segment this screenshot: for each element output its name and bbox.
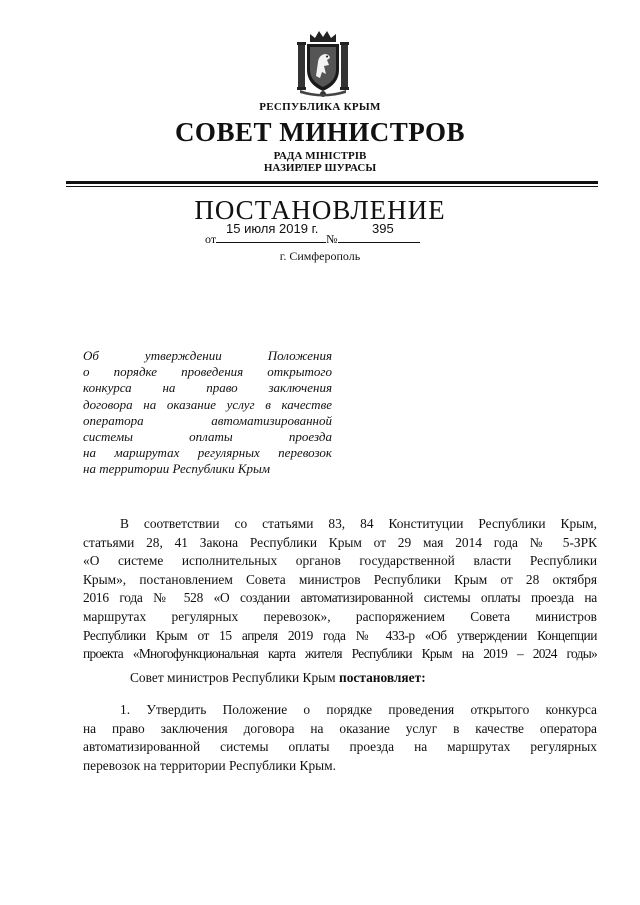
subject-line: оператора автоматизированной (83, 412, 332, 428)
council-title: СОВЕТ МИНИСТРОВ (174, 117, 466, 147)
paragraph-line: автоматизированной системы оплаты проезда на маршрутах регулярных (83, 739, 597, 755)
city-name: г. Симферополь (279, 249, 361, 263)
subject-line: на территории Республики Крым (83, 461, 271, 477)
decree-number: 395 (372, 221, 394, 236)
resolves-line (130, 670, 426, 686)
paragraph-line: Республики Крым от 15 апреля 2019 года № 433-р «Об утверждении Концепции (83, 627, 597, 643)
subject-line: Об утверждении Положения (83, 348, 332, 363)
council-title-ukrainian: РАДА МІНІСТРІВ (273, 150, 367, 162)
decree-date: 15 июля 2019 г. (226, 221, 319, 236)
paragraph-line: статьями 28, 41 Закона Республики Крым от 29 мая 2014 года № 5-ЗРК (83, 534, 597, 550)
header-rule-thin (66, 186, 598, 187)
resolves-prefix: Совет министров Республики Крым (130, 670, 336, 685)
crimea-coat-of-arms-icon (296, 28, 350, 98)
document-type-title: ПОСТАНОВЛЕНИЕ (194, 195, 446, 225)
date-number-line (205, 232, 420, 247)
header-rule-thick (66, 181, 598, 184)
paragraph-line: на право заключения договора на оказание услуг в качестве оператора (83, 720, 597, 736)
paragraph-line: В соответствии со статьями 83, 84 Конституции Республики Крым, (120, 516, 597, 531)
paragraph-line: перевозок на территории Республики Крым. (83, 757, 336, 773)
paragraph-line: 2016 года № 528 «О создании автоматизированной системы оплаты проезда на (83, 590, 597, 606)
subject-line: на маршрутах регулярных перевозок (83, 445, 332, 461)
resolves-keyword: постановляет: (339, 670, 426, 685)
paragraph-line: проекта «Многофункциональная карта жителя Республики Крым на 2019 – 2024 годы» (83, 646, 597, 662)
paragraph-line: «О системе исполнительных органов государственной власти Республики (83, 553, 597, 569)
paragraph-line: маршрутах регулярных перевозок», распоряжением Совета министров (83, 608, 597, 624)
preamble-paragraph (83, 515, 597, 664)
number-label: № (326, 232, 338, 246)
subject-line: системы оплаты проезда (83, 429, 332, 445)
council-title-crimean-tatar: НАЗИРЛЕР ШУРАСЫ (263, 162, 377, 174)
from-label: от (205, 232, 217, 246)
date-blank (216, 232, 326, 243)
republic-name: РЕСПУБЛИКА КРЫМ (259, 101, 381, 113)
item-1-paragraph (83, 701, 597, 775)
number-blank (338, 232, 420, 243)
decree-subject (83, 348, 332, 478)
subject-line: конкурса на право заключения (83, 380, 332, 396)
paragraph-line: Крым», постановлением Совета министров Республики Крым от 28 октября (83, 571, 597, 587)
subject-line: о порядке проведения открытого (83, 364, 332, 380)
paragraph-line: 1. Утвердить Положение о порядке проведения открытого конкурса (120, 702, 597, 717)
subject-line: договора на оказание услуг в качестве (83, 396, 332, 412)
